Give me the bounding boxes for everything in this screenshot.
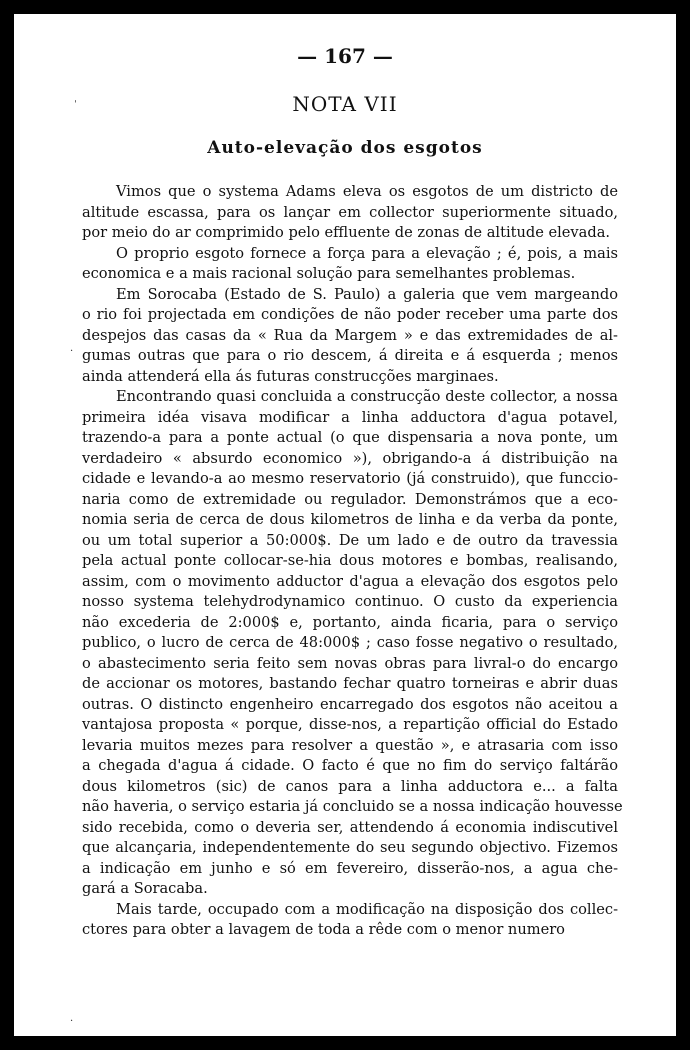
text-line: cidade e levando-a ao mesmo reservatorio (já construido), que funccio- (82, 470, 618, 487)
text-line: economica e a mais racional solução para semelhantes problemas. (82, 265, 576, 282)
paragraph (82, 285, 618, 388)
text-line: Encontrando quasi concluida a construcção deste collector, a nossa (116, 388, 618, 405)
speck-mark: · (70, 346, 74, 357)
text-line: por meio do ar comprimido pelo effluente de zonas de altitude elevada. (82, 224, 611, 241)
text-line: verdadeiro « absurdo economico »), obrigando-a á distribuição na (82, 449, 618, 467)
paragraph (82, 182, 618, 244)
text-line: sido recebida, como o deveria ser, attendendo á economia indiscutivel (82, 818, 618, 836)
text-line: que alcançaria, independentemente do seu segundo objectivo. Fizemos (82, 839, 618, 856)
text-line: Em Sorocaba (Estado de S. Paulo) a galeria que vem margeando (116, 285, 618, 303)
text-line: ctores para obter a lavagem de toda a rêde com o menor numero (82, 921, 565, 938)
text-line: trazendo-a para a ponte actual (o que dispensaria a nova ponte, um (82, 429, 618, 446)
text-line: nosso systema telehydrodynamico continuo. O custo da experiencia (82, 593, 618, 610)
text-line: a chegada d'agua á cidade. O facto é que no fim do serviço faltárão (82, 757, 618, 774)
paragraph (82, 244, 618, 285)
text-line: não haveria, o serviço estaria já concluido se a nossa indicação houvesse (82, 798, 623, 815)
text-line: o abastecimento seria feito sem novas obras para livral-o do encargo (82, 654, 618, 672)
text-line: Mais tarde, occupado com a modificação na disposição dos collec- (116, 900, 618, 918)
text-line: o rio foi projectada em condições de não poder receber uma parte dos (82, 306, 618, 323)
text-line: altitude escassa, para os lançar em collector superiormente situado, (82, 203, 618, 221)
text-line: publico, o lucro de cerca de 48:000$ ; caso fosse negativo o resultado, (82, 634, 618, 651)
text-line: ainda attenderá ella ás futuras construcções marginaes. (82, 367, 499, 385)
book-page (14, 14, 676, 1036)
body-text (82, 182, 623, 941)
text-line: ou um total superior a 50:000$. De um lado e de outro da travessia (82, 531, 618, 549)
text-line: de accionar os motores, bastando fechar quatro torneiras e abrir duas (82, 675, 618, 692)
text-line: gumas outras que para o rio descem, á direita e á esquerda ; menos (82, 347, 618, 364)
text-line: gará a Soracaba. (82, 880, 208, 897)
text-line: vantajosa proposta « porque, disse-nos, a repartição official do Estado (82, 716, 618, 733)
text-line: assim, com o movimento adductor d'agua a elevação dos esgotos pelo (82, 572, 618, 590)
paragraph (82, 387, 623, 900)
section-title: Auto-elevação dos esgotos (207, 138, 483, 158)
text-line: a indicação em junho e só em fevereiro, disserão-nos, a agua che- (82, 859, 618, 877)
speck-mark: · (70, 1016, 74, 1027)
text-line: naria como de extremidade ou regulador. Demonstrámos que a eco- (82, 490, 618, 508)
text-line: não excederia de 2:000$ e, portanto, ainda ficaria, para o serviço (82, 613, 618, 631)
note-title: NOTA VII (292, 92, 398, 116)
text-line: primeira idéa visava modificar a linha adductora d'agua potavel, (82, 408, 618, 426)
text-line: pela actual ponte collocar-se-hia dous motores e bombas, realisando, (82, 552, 618, 569)
paragraph (82, 900, 618, 941)
text-line: levaria muitos mezes para resolver a questão », e atrasaria com isso (82, 736, 618, 754)
text-line: dous kilometros (sic) de canos para a linha adductora e... a falta (82, 777, 618, 795)
speck-mark: ˈ (74, 100, 77, 111)
text-line: O proprio esgoto fornece a força para a elevação ; é, pois, a mais (116, 244, 618, 262)
text-line: nomia seria de cerca de dous kilometros de linha e da verba da ponte, (82, 511, 618, 528)
text-line: Vimos que o systema Adams eleva os esgotos de um districto de (116, 183, 618, 200)
page-number: — 167 — (297, 44, 393, 68)
text-line: outras. O distincto engenheiro encarregado dos esgotos não aceitou a (82, 695, 618, 713)
text-line: despejos das casas da « Rua da Margem » e das extremidades de al- (82, 326, 618, 344)
